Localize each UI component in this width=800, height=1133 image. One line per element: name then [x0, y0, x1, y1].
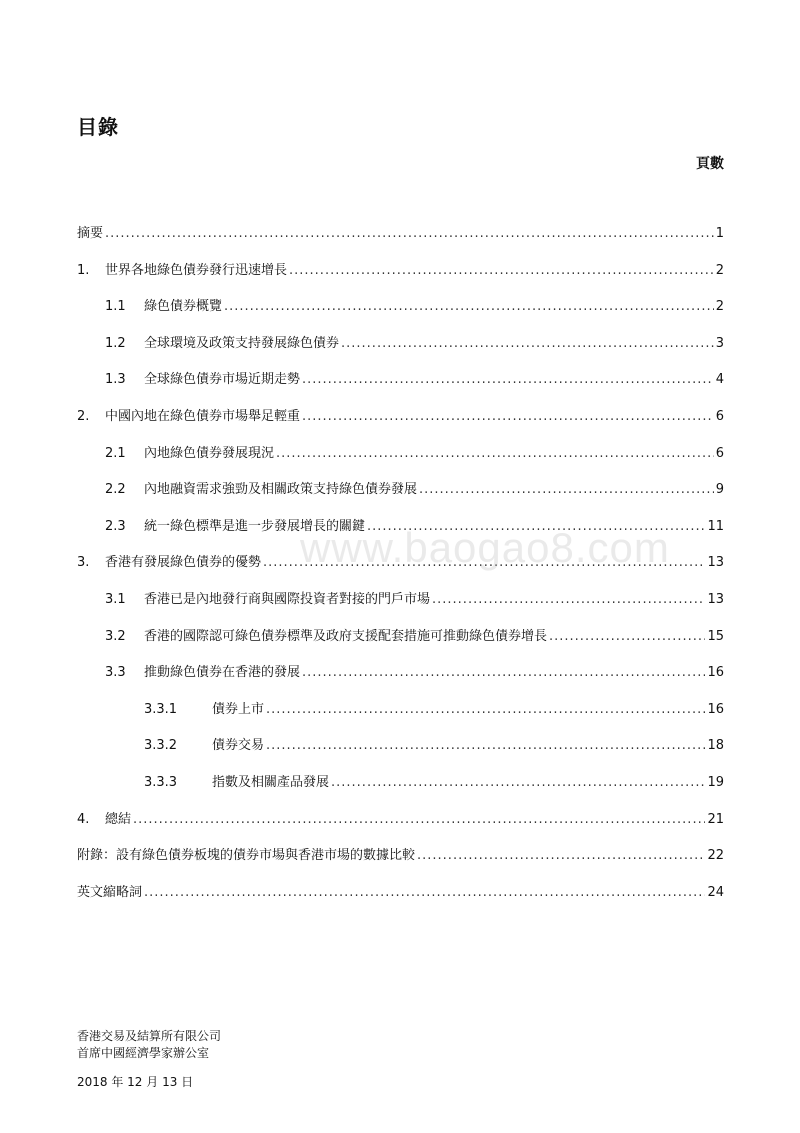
dot-leader — [341, 336, 714, 351]
toc-entry-number: 2.3 — [105, 519, 126, 534]
dot-leader — [331, 775, 705, 790]
dot-leader — [105, 226, 714, 241]
watermark: www.baogao8.com — [300, 524, 670, 571]
toc-entry-page-number: 4 — [715, 372, 724, 387]
toc-entry[interactable] — [77, 698, 724, 718]
dot-leader — [417, 848, 705, 863]
toc-entry-number: 2.1 — [105, 446, 126, 461]
page-title: 目錄 — [77, 115, 119, 139]
toc-entry[interactable] — [77, 442, 724, 462]
toc-entry-label: 全球環境及政策支持發展綠色債券 — [144, 336, 340, 351]
toc-entry-number: 3.3.1 — [144, 702, 178, 717]
dot-leader — [144, 885, 705, 900]
toc-entry-number: 1.3 — [105, 372, 126, 387]
toc-entry-number: 2.2 — [105, 482, 126, 497]
toc-entry-page-number: 2 — [715, 299, 724, 314]
toc-entry-label: 指數及相關產品發展 — [212, 775, 330, 790]
toc-entry[interactable] — [77, 808, 724, 828]
toc-entry-page-number: 1 — [715, 226, 724, 241]
footer-department: 首席中國經濟學家辦公室 — [77, 1046, 210, 1060]
toc-entry[interactable] — [77, 881, 724, 901]
toc-entry-page-number: 6 — [715, 409, 724, 424]
toc-entry-number: 3.3 — [105, 665, 126, 680]
dot-leader — [266, 702, 705, 717]
toc-entry-label: 綠色債券概覽 — [144, 299, 223, 314]
toc-entry[interactable] — [77, 259, 724, 279]
toc-entry-page-number: 13 — [707, 592, 724, 607]
toc-entry[interactable] — [77, 771, 724, 791]
dot-leader — [302, 665, 705, 680]
toc-entry-label: 香港已是內地發行商與國際投資者對接的門戶市場 — [144, 592, 431, 607]
toc-entry-label: 內地融資需求強勁及相關政策支持綠色債券發展 — [144, 482, 418, 497]
toc-entry-label: 世界各地綠色債券發行迅速增長 — [105, 263, 288, 278]
dot-leader — [133, 812, 705, 827]
dot-leader — [276, 446, 714, 461]
dot-leader — [224, 299, 714, 314]
toc-entry-label: 全球綠色債券市場近期走勢 — [144, 372, 301, 387]
pages-column-header: 頁數 — [696, 156, 724, 172]
toc-entry-page-number: 9 — [715, 482, 724, 497]
toc-entry[interactable] — [77, 661, 724, 681]
toc-entry[interactable] — [77, 405, 724, 425]
toc-entry-label: 總結 — [105, 812, 132, 827]
dot-leader — [289, 263, 714, 278]
toc-entry-number: 3. — [77, 555, 90, 570]
toc-entry-page-number: 24 — [707, 885, 724, 900]
toc-entry-label: 推動綠色債券在香港的發展 — [144, 665, 301, 680]
dot-leader — [302, 409, 714, 424]
toc-entry-label: 統一綠色標準是進一步發展增長的關鍵 — [144, 519, 366, 534]
toc-entry[interactable] — [77, 222, 724, 242]
footer-date: 2018 年 12 月 13 日 — [77, 1075, 194, 1089]
toc-entry-page-number: 6 — [715, 446, 724, 461]
toc-entry-number: 3.3.2 — [144, 738, 178, 753]
toc-entry-number: 1. — [77, 263, 90, 278]
toc-entry[interactable] — [77, 588, 724, 608]
toc-entry-page-number: 22 — [707, 848, 724, 863]
toc-entry[interactable] — [77, 368, 724, 388]
toc-entry-label: 英文縮略詞 — [77, 885, 143, 900]
toc-entry-label: 債券交易 — [212, 738, 265, 753]
toc-entry-page-number: 18 — [707, 738, 724, 753]
toc-entry[interactable] — [77, 844, 724, 864]
toc-entry[interactable] — [77, 478, 724, 498]
toc-entry-number: 1.1 — [105, 299, 126, 314]
toc-entry-page-number: 2 — [715, 263, 724, 278]
toc-entry-page-number: 13 — [707, 555, 724, 570]
toc-entry-page-number: 11 — [707, 519, 724, 534]
toc-entry[interactable] — [77, 625, 724, 645]
toc-entry-page-number: 21 — [707, 812, 724, 827]
toc-entry-number: 4. — [77, 812, 90, 827]
toc-entry-label: 香港有發展綠色債券的優勢 — [105, 555, 262, 570]
toc-entry-number: 2. — [77, 409, 90, 424]
dot-leader — [549, 629, 705, 644]
toc-entry-page-number: 3 — [715, 336, 724, 351]
dot-leader — [302, 372, 714, 387]
toc-entry-label: 香港的國際認可綠色債券標準及政府支援配套措施可推動綠色債券增長 — [144, 629, 548, 644]
toc-entry-number: 3.2 — [105, 629, 126, 644]
toc-entry-label: 債券上市 — [212, 702, 265, 717]
toc-entry-number: 1.2 — [105, 336, 126, 351]
toc-entry[interactable] — [77, 734, 724, 754]
toc-entry[interactable] — [77, 295, 724, 315]
toc-entry-number: 3.1 — [105, 592, 126, 607]
toc-entry-label: 中國內地在綠色債券市場舉足輕重 — [105, 409, 301, 424]
toc-entry-page-number: 16 — [707, 702, 724, 717]
footer-organization: 香港交易及結算所有限公司 — [77, 1029, 222, 1043]
toc-entry-number: 3.3.3 — [144, 775, 178, 790]
toc-entry-label: 摘要 — [77, 226, 104, 241]
toc-entry-page-number: 15 — [707, 629, 724, 644]
toc-entry[interactable] — [77, 332, 724, 352]
toc-entry-page-number: 19 — [707, 775, 724, 790]
toc-entry-label: 內地綠色債券發展現況 — [144, 446, 275, 461]
dot-leader — [419, 482, 714, 497]
toc-entry-page-number: 16 — [707, 665, 724, 680]
dot-leader — [266, 738, 705, 753]
dot-leader — [432, 592, 705, 607]
toc-entry-label: 附錄：設有綠色債券板塊的債券市場與香港市場的數據比較 — [77, 848, 416, 863]
